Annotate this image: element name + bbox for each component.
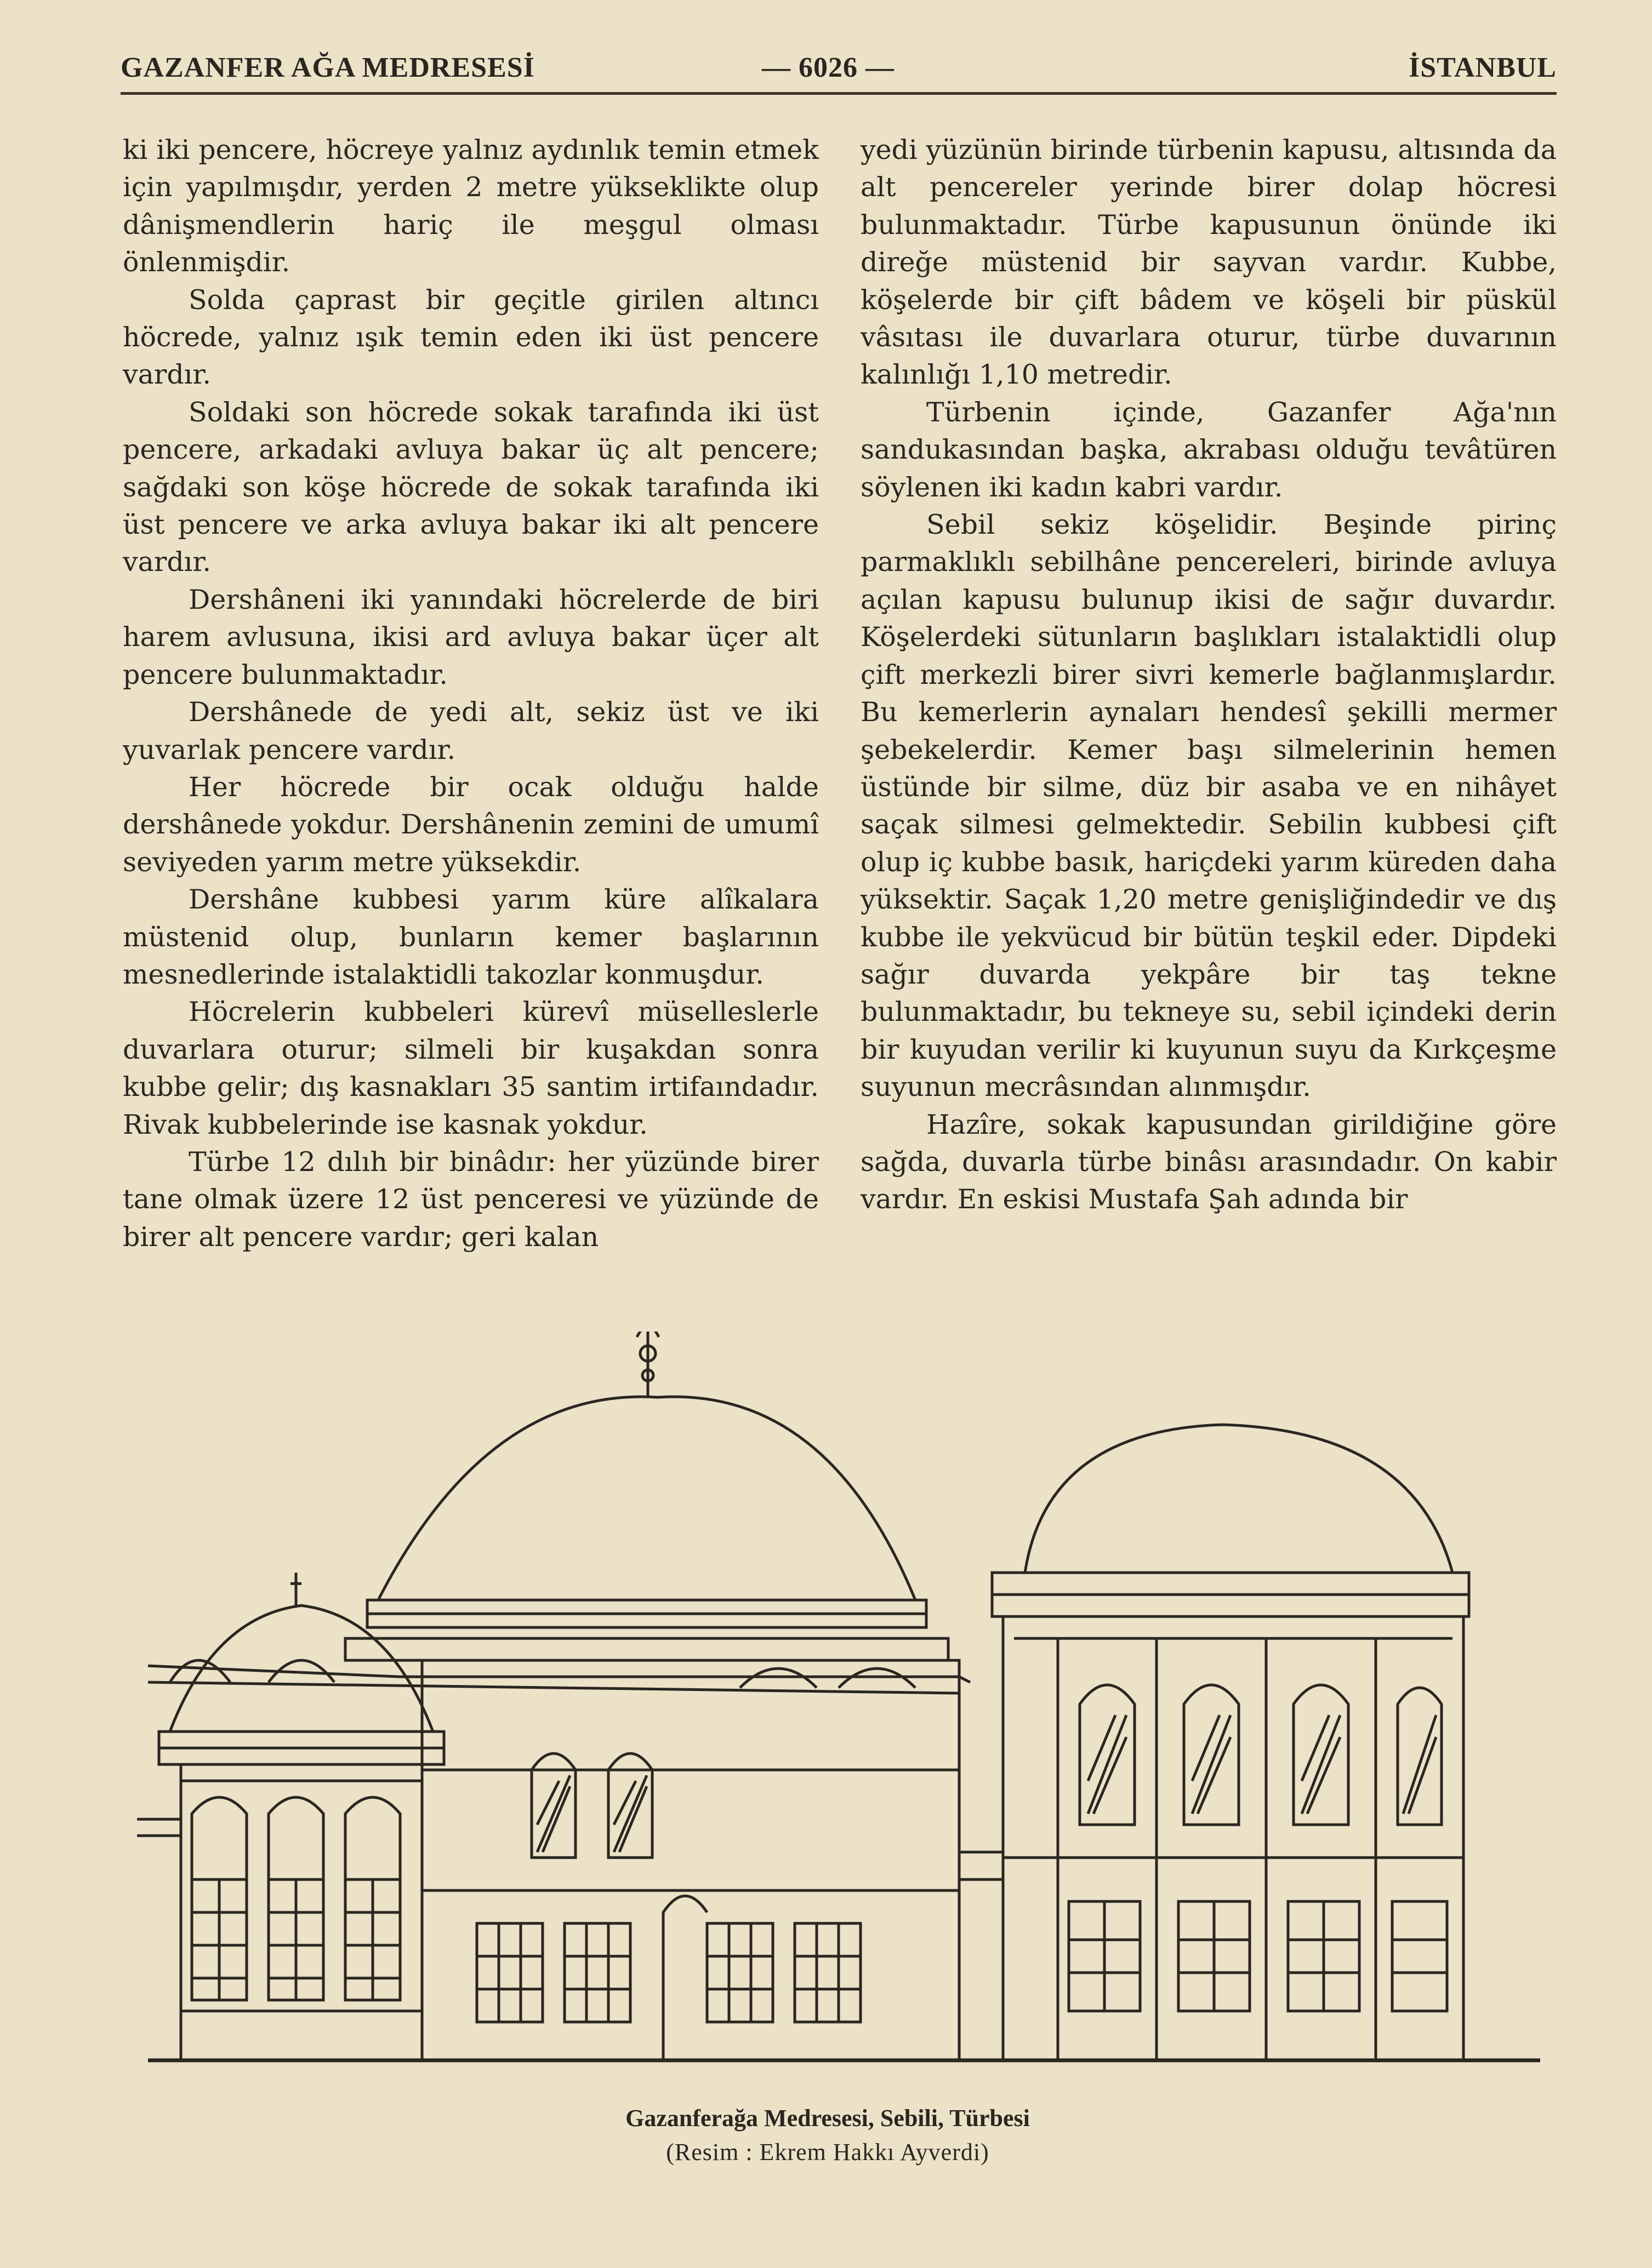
medrese-sebil-turbe-illustration bbox=[137, 1332, 1551, 2088]
paragraph: Dershâne kubbesi yarım küre alîkalara müstenid olup, bunların kemer başlarının mesnedlerinde istalaktidli takozlar konmuşdur. bbox=[123, 884, 819, 990]
caption-title: Gazanferağa Medresesi, Sebili, Türbesi bbox=[625, 2105, 1030, 2132]
header-section: İSTANBUL bbox=[1408, 52, 1557, 83]
left-column bbox=[123, 132, 819, 1256]
paragraph: ki iki pencere, höcreye yalnız aydınlık temin etmek için yapılmışdır, yerden 2 metre yükseklikte olup dânişmendlerin hariç ile meşgul olması önlenmişdir. bbox=[123, 134, 819, 278]
paragraph: yedi yüzünün birinde türbenin kapusu, altısında da alt pencereler yerinde birer dolap höcresi bulunmaktadır. Türbe kapusunun önünde iki direğe müstenid bir sayvan vardır. Kubbe, köşelerde bir çift bâdem ve köşeli bir püskül vâsıtası ile duvarlara oturur, türbe duvarının kalınlığı 1,10 metredir. bbox=[861, 134, 1557, 391]
paragraph: Solda çaprast bir geçitle girilen altıncı höcrede, yalnız ışık temin eden iki üst pencere vardır. bbox=[123, 284, 819, 391]
paragraph: Sebil sekiz köşelidir. Beşinde pirinç parmaklıklı sebilhâne pencereleri, birinde avluya açılan kapusu bulunup ikisi de sağır duvardır. Köşelerdeki sütunların başlıkları istalaktidli olup çift merkezli birer sivri kemerle bağlanmışlardır. Bu kemerlerin aynaları hendesî şekilli mermer şebekelerdir. Kemer başı silmelerinin hemen üstünde bir silme, düz bir asaba ve en nihâyet saçak silmesi gelmektedir. Sebilin kubbesi çift olup iç kubbe basık, hariçdeki yarım küreden daha yüksektir. Saçak 1,20 metre genişliğindedir ve dış kubbe ile yekvücud bir bütün teşkil eder. Dipdeki sağır duvarda yekpâre bir taş tekne bulunmaktadır, bu tekneye su, sebil içindeki derin bir kuyudan verilir ki kuyunun suyu da Kırkçeşme suyunun mecrâsından alınmışdır. bbox=[861, 509, 1557, 1103]
right-column bbox=[861, 132, 1557, 1219]
paragraph: Dershânede de yedi alt, sekiz üst ve iki yuvarlak pencere vardır. bbox=[123, 696, 819, 765]
paragraph: Her höcrede bir ocak olduğu halde dershânede yokdur. Dershânenin zemini de umumî seviyeden yarım metre yüksekdir. bbox=[123, 771, 819, 878]
caption-credit: (Resim : Ekrem Hakkı Ayverdi) bbox=[666, 2139, 989, 2166]
paragraph: Soldaki son höcrede sokak tarafında iki üst pencere, arkadaki avluya bakar üç alt pencere; sağdaki son köşe höcrede de sokak tarafında iki üst pencere ve arka avluya bakar iki alt pencere vardır. bbox=[123, 396, 819, 578]
header-title: GAZANFER AĞA MEDRESESİ bbox=[121, 52, 535, 83]
paragraph: Höcrelerin kubbeleri kürevî müselleslerle duvarlara oturur; silmeli bir kuşakdan sonra kubbe gelir; dış kasnakları 35 santim irtifaındadır. Rivak kubbelerinde ise kasnak yokdur. bbox=[123, 996, 819, 1140]
paragraph: Türbenin içinde, Gazanfer Ağa'nın sandukasından başka, akrabası olduğu tevâtüren söylenen iki kadın kabri vardır. bbox=[861, 396, 1557, 503]
figure-caption bbox=[438, 2101, 1217, 2169]
paragraph: Dershâneni iki yanındaki höcrelerde de biri harem avlusuna, ikisi ard avluya bakar üçer alt pencere bulunmaktadır. bbox=[123, 584, 819, 690]
paragraph: Hazîre, sokak kapusundan girildiğine göre sağda, duvarla türbe binâsı arasındadır. On kabir vardır. En eskisi Mustafa Şah adında bir bbox=[861, 1109, 1557, 1215]
paragraph: Türbe 12 dılıh bir binâdır: her yüzünde birer tane olmak üzere 12 üst penceresi ve yüzünde de birer alt pencere vardır; geri kalan bbox=[123, 1146, 819, 1253]
running-header bbox=[121, 48, 1557, 95]
page-number: — 6026 — bbox=[762, 52, 895, 83]
architectural-drawing bbox=[137, 1332, 1551, 2088]
